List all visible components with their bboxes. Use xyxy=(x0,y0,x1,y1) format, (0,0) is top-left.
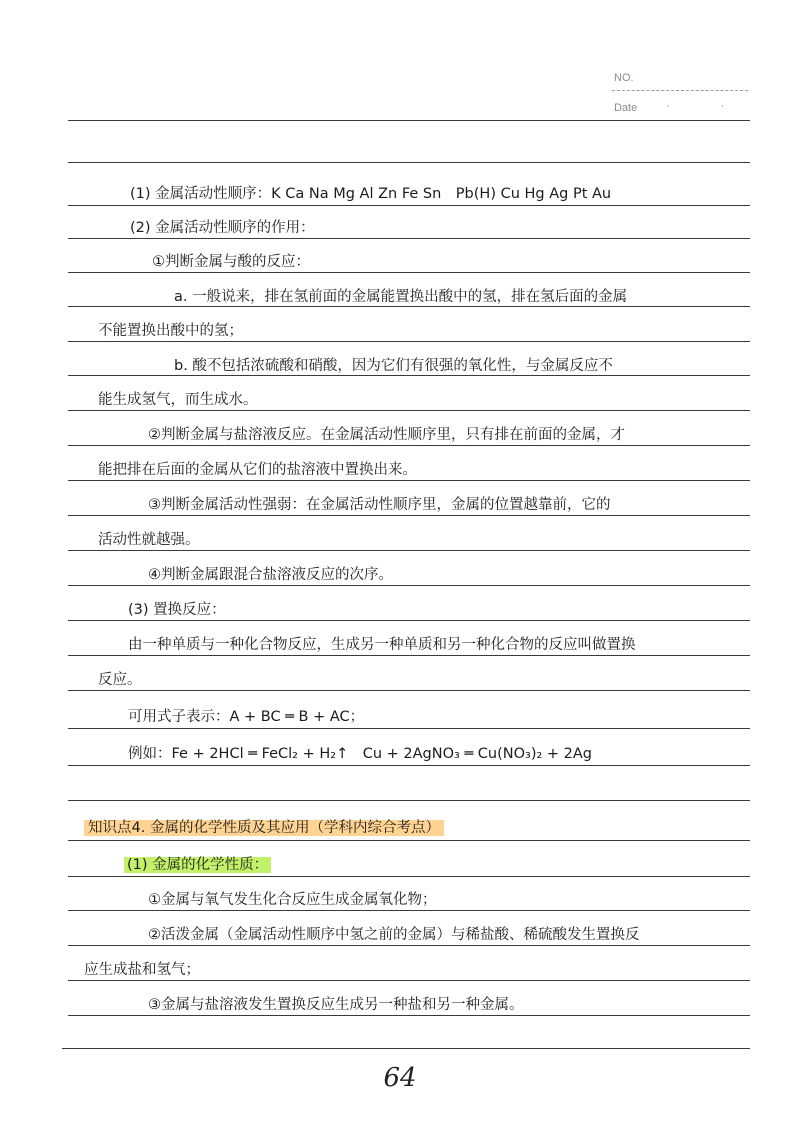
ruled-line xyxy=(68,910,750,911)
number-field-line xyxy=(612,90,748,91)
ruled-line xyxy=(68,876,750,877)
note-line: 能生成氢气，而生成水。 xyxy=(98,392,258,408)
note-line: 活动性就越强。 xyxy=(98,532,200,548)
number-label: NO. xyxy=(614,72,634,84)
ruled-line xyxy=(68,162,750,163)
note-line: 能把排在后面的金属从它们的盐溶液中置换出来。 xyxy=(98,462,417,478)
note-line: 可用式子表示：A + BC ═ B + AC； xyxy=(128,709,365,725)
note-line: ①判断金属与酸的反应： xyxy=(152,254,310,270)
ruled-line xyxy=(68,765,750,766)
note-line: 不能置换出酸中的氢； xyxy=(98,323,243,339)
ruled-line xyxy=(68,410,750,411)
ruled-line xyxy=(68,205,750,206)
ruled-line xyxy=(68,238,750,239)
ruled-line xyxy=(68,945,750,946)
note-line: 反应。 xyxy=(98,672,142,688)
note-line: (1) 金属活动性顺序：K Ca Na Mg Al Zn Fe Sn Pb(H) Cu Hg Ag Pt Au xyxy=(130,186,612,202)
note-line: a. 一般说来，排在氢前面的金属能置换出酸中的氢，排在氢后面的金属 xyxy=(174,289,628,305)
note-line: b. 酸不包括浓硫酸和硝酸，因为它们有很强的氧化性，与金属反应不 xyxy=(174,358,613,374)
ruled-line xyxy=(68,980,750,981)
ruled-line xyxy=(68,690,750,691)
note-line: (2) 金属活动性顺序的作用： xyxy=(130,220,315,236)
section-heading xyxy=(84,818,444,838)
ruled-line xyxy=(68,120,750,121)
ruled-line xyxy=(68,341,750,342)
subheading xyxy=(124,855,271,875)
note-line: ④判断金属跟混合盐溶液反应的次序。 xyxy=(148,567,393,583)
date-label: Date xyxy=(614,102,638,114)
note-line: (3) 置换反应： xyxy=(128,602,226,618)
section-heading-text: 知识点4. 金属的化学性质及其应用（学科内综合考点） xyxy=(84,820,444,836)
ruled-line xyxy=(68,655,750,656)
note-line: ①金属与氧气发生化合反应生成金属氧化物； xyxy=(148,892,437,908)
note-line: ③金属与盐溶液发生置换反应生成另一种盐和另一种金属。 xyxy=(148,997,524,1013)
note-line: ②判断金属与盐溶液反应。在金属活动性顺序里，只有排在前面的金属，才 xyxy=(148,427,625,443)
ruled-line xyxy=(68,585,750,586)
note-line: ③判断金属活动性强弱：在金属活动性顺序里，金属的位置越靠前，它的 xyxy=(148,497,611,513)
note-line: 由一种单质与一种化合物反应，生成另一种单质和另一种化合物的反应叫做置换 xyxy=(128,637,636,653)
ruled-line xyxy=(68,1015,750,1016)
ruled-line xyxy=(68,840,750,841)
ruled-line xyxy=(68,550,750,551)
ruled-line xyxy=(68,620,750,621)
note-line: ②活泼金属（金属活动性顺序中氢之前的金属）与稀盐酸、稀硫酸发生置换反 xyxy=(148,927,640,943)
subheading-text: (1) 金属的化学性质： xyxy=(124,857,271,873)
ruled-line xyxy=(62,1048,750,1049)
ruled-line xyxy=(68,728,750,729)
ruled-line xyxy=(68,515,750,516)
ruled-line xyxy=(68,800,750,801)
note-line: 例如：Fe + 2HCl ═ FeCl₂ + H₂↑ Cu + 2AgNO₃ ═ Cu(NO₃)₂ + 2Ag xyxy=(128,746,593,762)
ruled-line xyxy=(68,480,750,481)
note-line: 应生成盐和氢气； xyxy=(84,962,200,978)
ruled-line xyxy=(68,272,750,273)
ruled-line xyxy=(68,445,750,446)
date-dots: · · xyxy=(666,100,749,112)
page-number: 64 xyxy=(383,1063,417,1093)
